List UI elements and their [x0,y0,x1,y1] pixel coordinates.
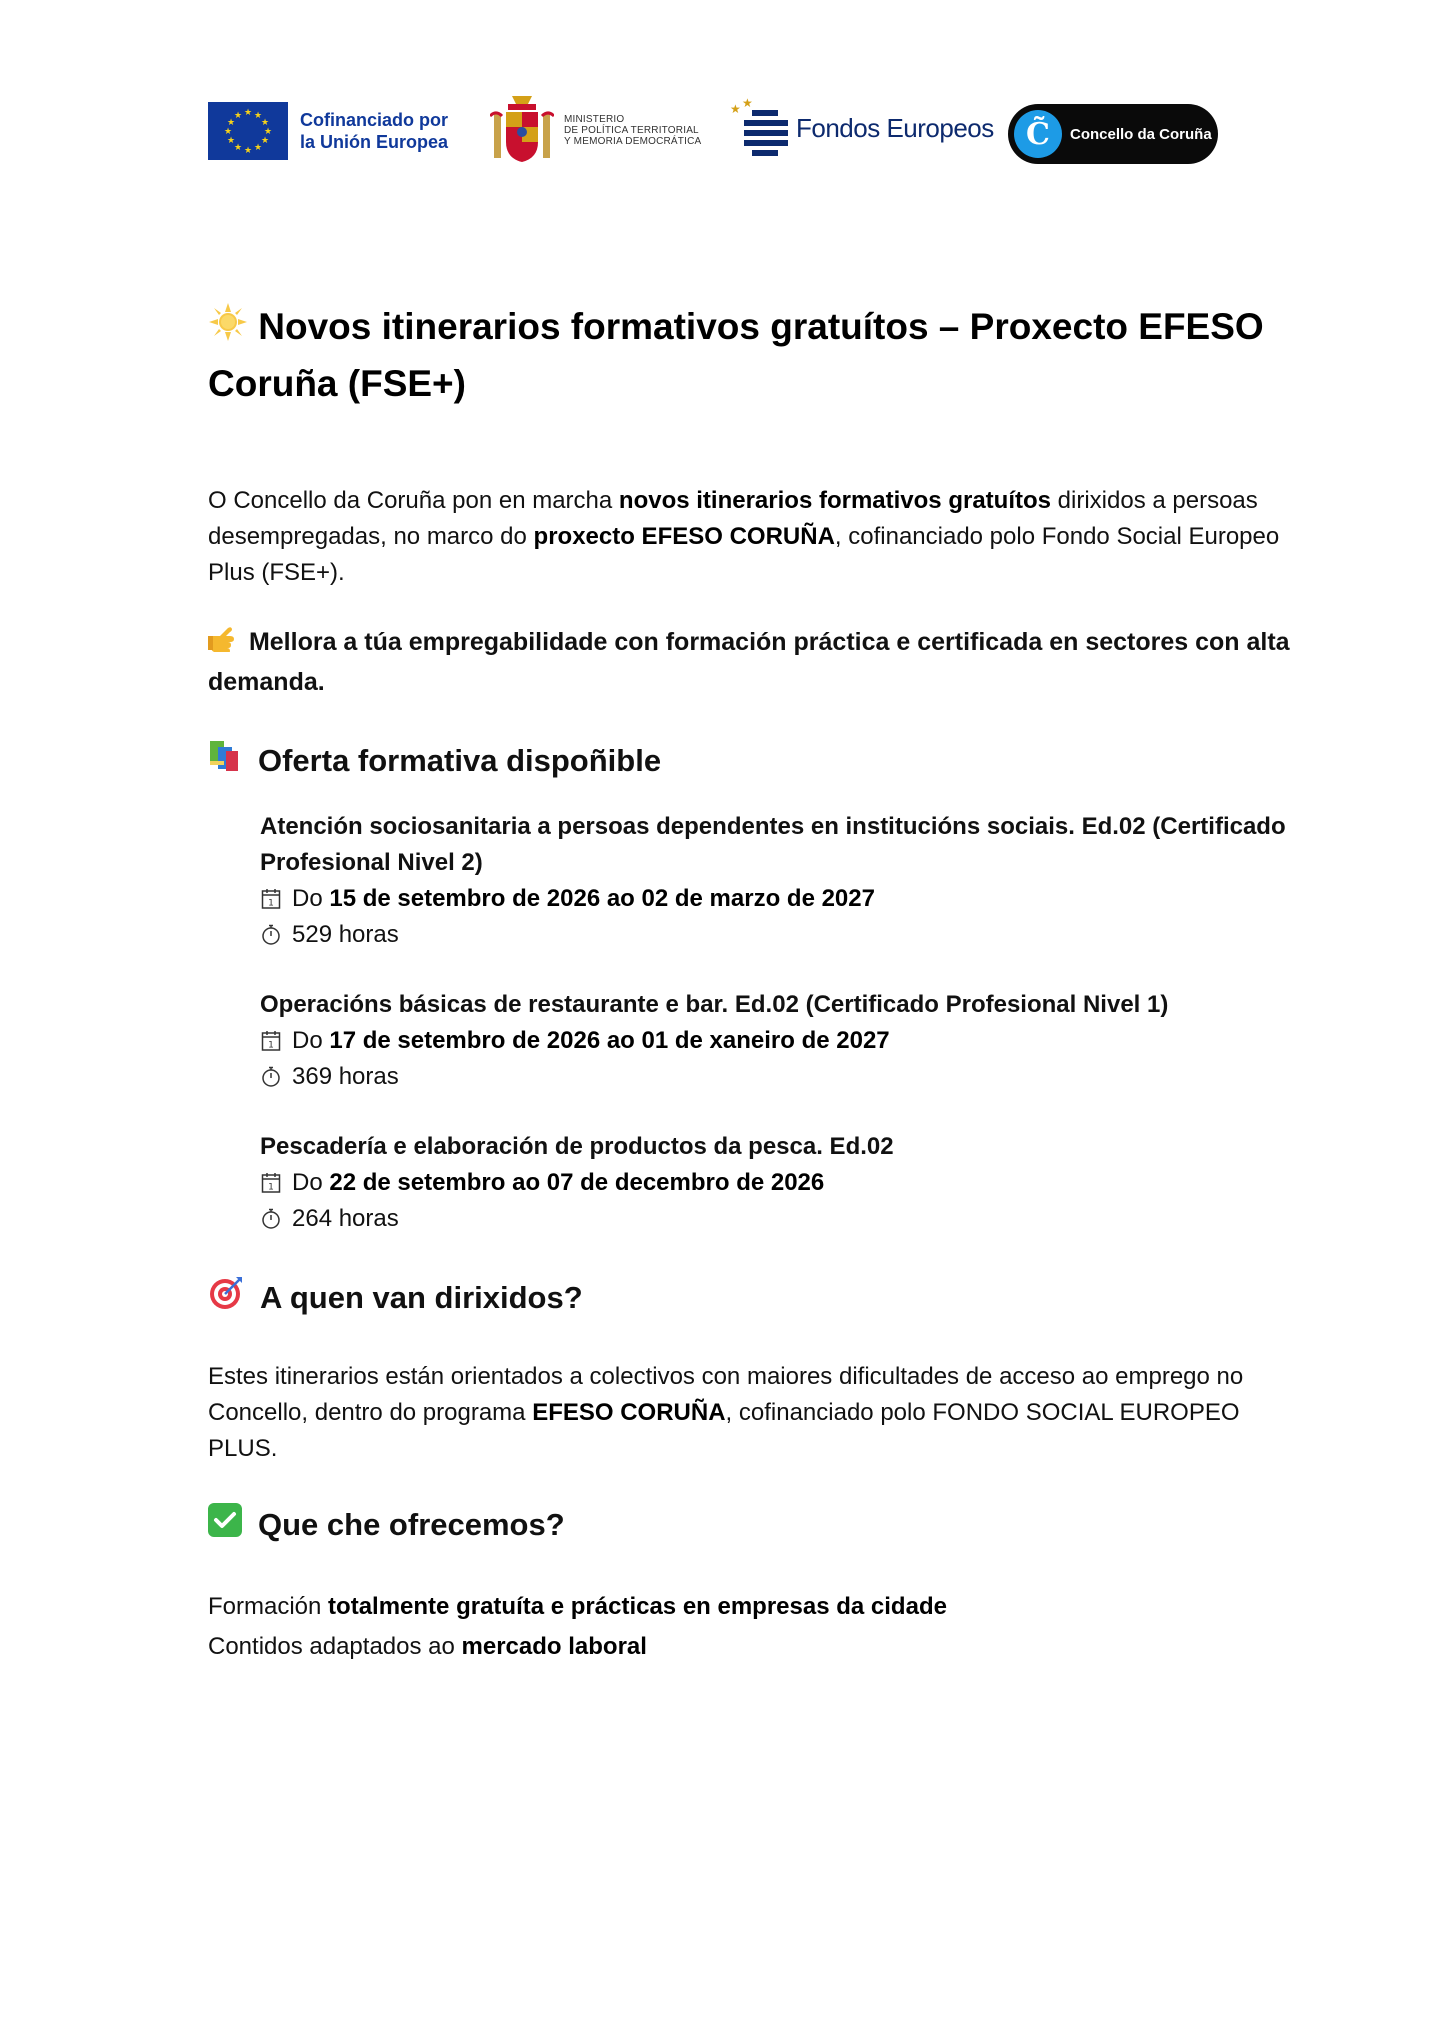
stopwatch-icon [260,1208,282,1230]
course-hours-text: 369 horas [292,1062,399,1090]
offering-heading [208,1503,1308,1547]
stopwatch-icon [260,1066,282,1088]
concello-text: Concello da Coruña [1070,125,1212,143]
course-dates [260,1165,1308,1201]
eu-cofinanced-logo [208,102,448,160]
intro-bold-2: proxecto EFESO CORUÑA [533,522,835,550]
course-hours [260,917,1308,953]
intro-bold-1: novos itinerarios formativos gratuítos [618,486,1051,514]
fondos-europeos-text: Fondos Europeos [796,112,994,143]
audience-heading-text: A quen van dirixidos? [260,1279,583,1315]
offer-heading [208,739,1308,783]
course-item [260,1129,1308,1237]
books-icon [208,739,242,783]
audience-paragraph [208,1359,1308,1467]
offering-heading-text: Que che ofrecemos? [258,1506,565,1542]
intro-text-3: , cofinanciado polo Fondo Social Europeo Plus (FSE+). [208,522,1280,586]
offering-line-2 [208,1627,1308,1667]
course-date-range: 15 de setembro de 2026 ao 02 de marzo de 2027 [329,884,875,912]
date-prefix: Do [292,884,330,912]
date-prefix: Do [292,1168,330,1196]
highlight-text: Mellora a túa empregabilidade con formación práctica e certificada en sectores con alta demanda. [208,627,1290,696]
course-hours [260,1201,1308,1237]
calendar-icon [260,1030,282,1052]
svg-text:1: 1 [268,1182,274,1193]
offering-line-2-bold: mercado laboral [461,1632,647,1660]
ministry-text-2: DE POLÍTICA TERRITORIAL [564,124,699,136]
intro-paragraph [208,483,1308,591]
check-mark-icon [208,1503,242,1547]
course-item [260,987,1308,1095]
course-title: Operacións básicas de restaurante e bar. Ed.02 (Certificado Profesional Nivel 1) [260,990,1169,1018]
intro-text-2: dirixidos a persoas desempregadas, no marco do [208,486,1258,550]
offering-line-1-bold: totalmente gratuíta e prácticas en empresas da cidade [328,1592,947,1620]
concello-coruna-logo [1008,104,1218,164]
page-title [208,300,1308,411]
audience-heading [208,1275,1308,1321]
course-item [260,809,1308,953]
offering-line-1-prefix: Formación [208,1592,329,1620]
intro-text-1: O Concello da Coruña pon en marcha [208,486,619,514]
course-title: Pescadería e elaboración de productos da pesca. Ed.02 [260,1132,894,1160]
course-date-range: 22 de setembro ao 07 de decembro de 2026 [329,1168,825,1196]
target-icon [208,1275,244,1321]
date-prefix: Do [292,1026,330,1054]
offering-line-1 [208,1587,1308,1627]
concello-mark-icon: C̃ [1014,110,1062,158]
course-date-range: 17 de setembro de 2026 ao 01 de xaneiro de 2027 [329,1026,890,1054]
svg-text:1: 1 [268,1040,274,1051]
pointing-hand-icon [208,624,242,663]
stopwatch-icon [260,924,282,946]
sun-icon [208,302,248,357]
fondos-europeos-logo [730,96,994,156]
audience-text-1: Estes itinerarios están orientados a colectivos con maiores dificultades de acceso ao emprego no Concello, dentro do programa [208,1362,1244,1426]
ministry-logo [490,92,701,168]
page-title-text: Novos itinerarios formativos gratuítos – Proxecto EFESO Coruña (FSE+) [208,306,1264,404]
eu-logo-text-1: Cofinanciado por [300,110,448,130]
course-dates [260,881,1308,917]
highlight-paragraph [208,623,1308,701]
fondos-europeos-mark-icon: ★ ★ [730,100,790,156]
course-dates [260,1023,1308,1059]
calendar-icon [260,1172,282,1194]
ministry-text-3: Y MEMORIA DEMOCRÁTICA [564,135,702,147]
course-hours [260,1059,1308,1095]
eu-logo-text-2: la Unión Europea [300,132,449,152]
ministry-text-1: MINISTERIO [564,113,625,125]
course-hours-text: 264 horas [292,1204,399,1232]
offering-line-2-prefix: Contidos adaptados ao [208,1632,462,1660]
calendar-icon [260,888,282,910]
course-title: Atención sociosanitaria a persoas dependentes en institucións sociais. Ed.02 (Certificado Profesional Nivel 2) [260,812,1286,876]
spain-coat-of-arms-icon [490,92,554,168]
eu-flag-icon: ★ ★ ★ ★ ★ ★ ★ ★ ★ ★ ★ ★ [208,102,288,160]
audience-bold-1: EFESO CORUÑA [532,1398,726,1426]
logo-bar [208,92,1218,172]
offer-heading-text: Oferta formativa dispoñible [258,742,662,778]
course-hours-text: 529 horas [292,920,399,948]
audience-text-2: , cofinanciado polo FONDO SOCIAL EUROPEO PLUS. [208,1398,1240,1462]
document-body [208,300,1308,1667]
svg-text:1: 1 [268,898,274,909]
